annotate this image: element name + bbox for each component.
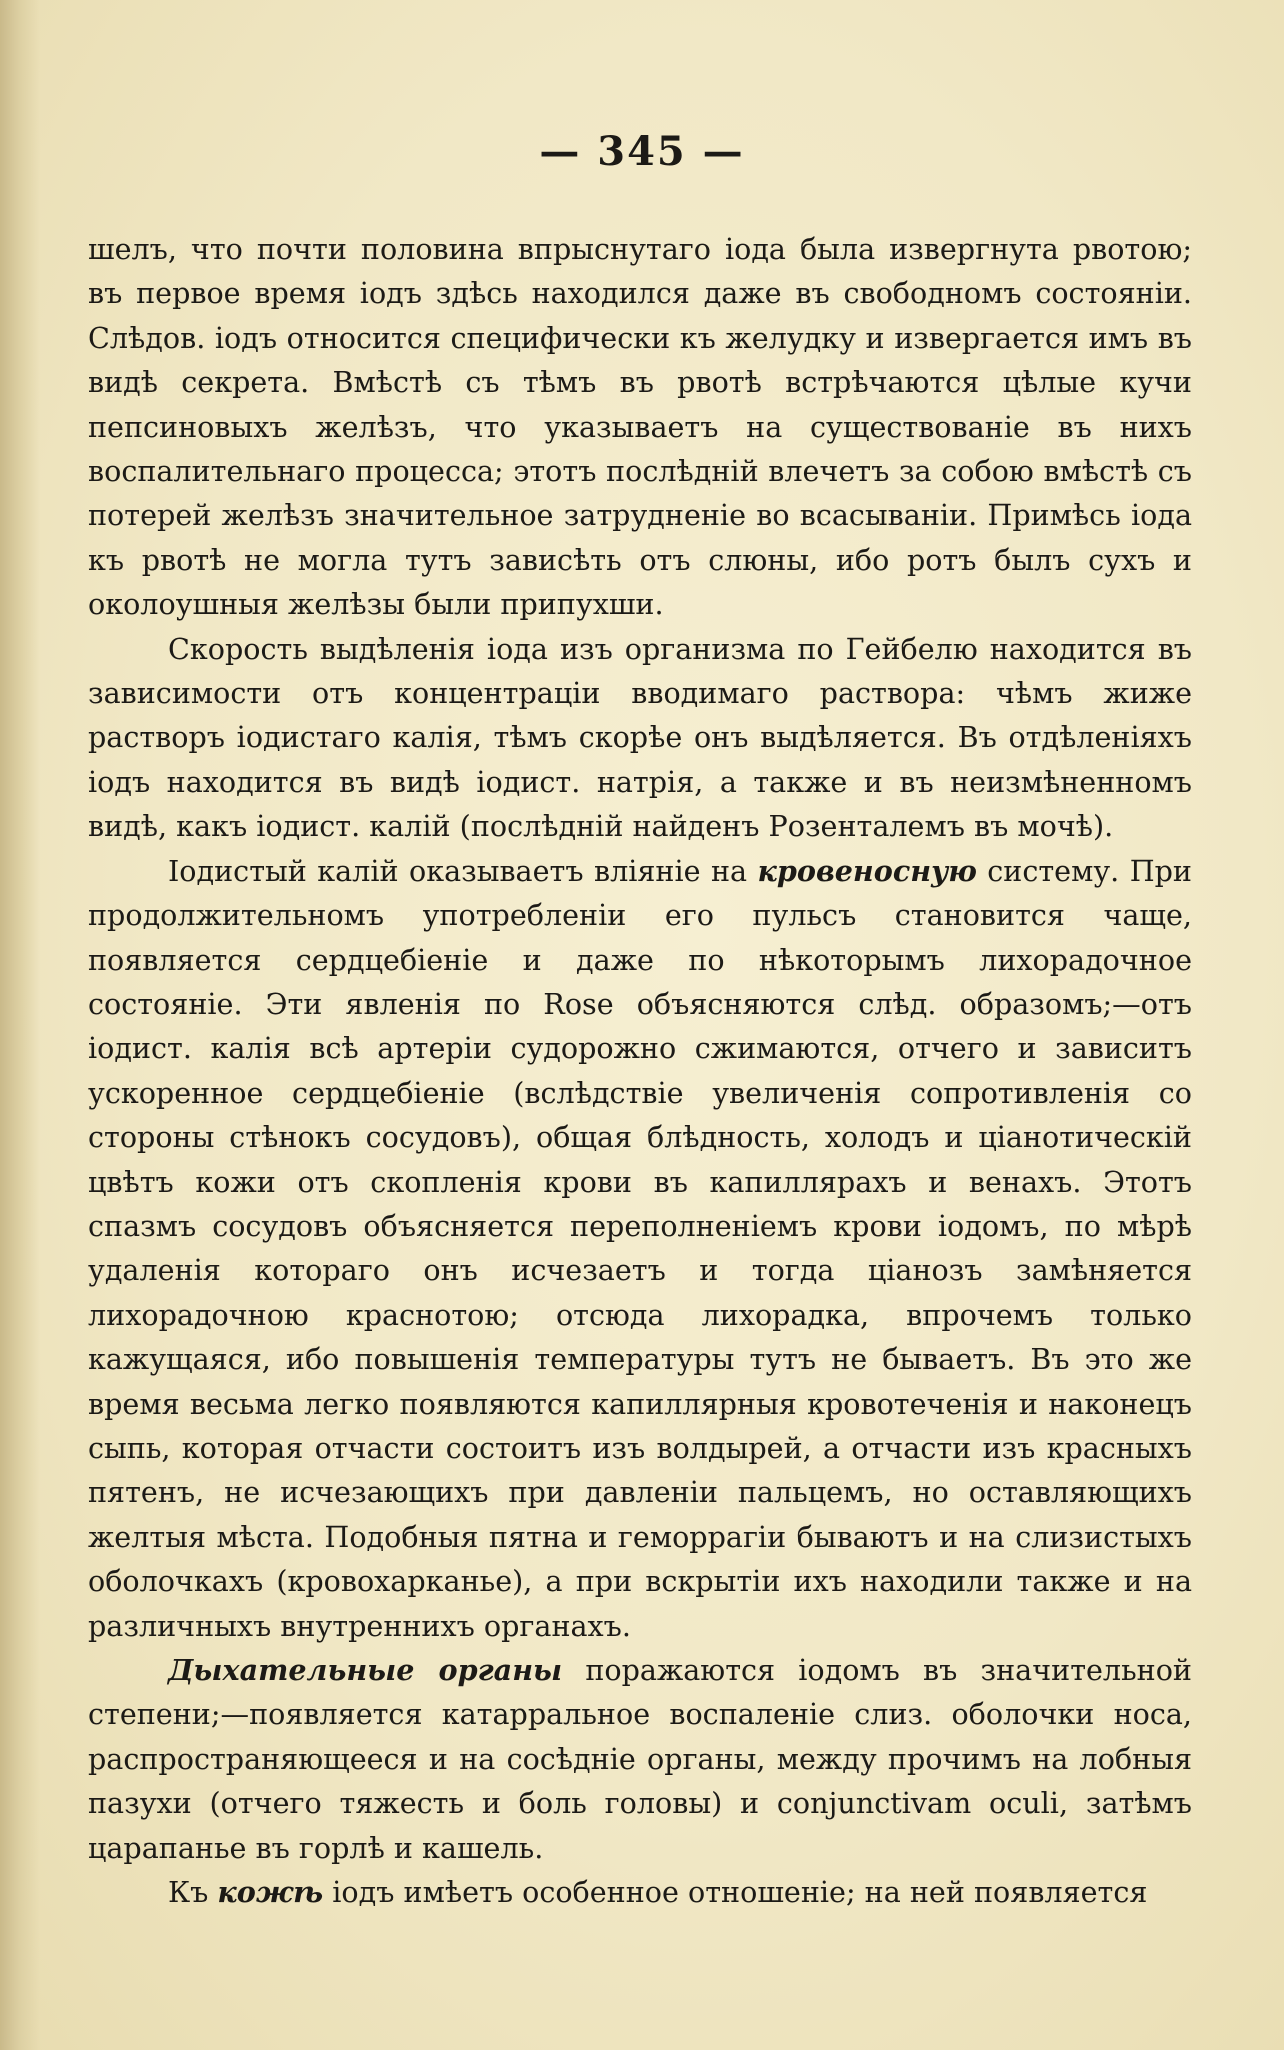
page-gutter-shadow (0, 0, 40, 2050)
body-text (88, 227, 1192, 1914)
emphasized-term: кожѣ (217, 1875, 324, 1910)
paragraph-text: іодъ имѣетъ особенное отношеніе; на ней появляется (323, 1875, 1148, 1910)
paragraph (88, 1870, 1192, 1914)
paragraph (88, 627, 1192, 849)
paragraph-text: Скорость выдѣленія іода изъ организма по Гейбелю находится въ зависимости отъ концентраціи вводимаго раствора: чѣмъ жиже растворъ іодистаго калія, тѣмъ скорѣе онъ выдѣляется. Въ отдѣленіяхъ іодъ находится въ видѣ іодист. натрія, а также и въ неизмѣненномъ видѣ, какъ іодист. калій (послѣдній найденъ Розенталемъ въ мочѣ). (88, 631, 1192, 844)
page-number: — 345 — (539, 128, 745, 175)
paragraph-text: шелъ, что почти половина впрыснутаго іода была извергнута рвотою; въ первое время іодъ здѣсь находился даже въ свободномъ состояніи. Слѣдов. іодъ относится специфически къ желудку и извергается имъ въ видѣ секрета. Вмѣстѣ съ тѣмъ въ рвотѣ встрѣчаются цѣлые кучи пепсиновыхъ желѣзъ, что указываетъ на существованіе въ нихъ воспалительнаго процесса; этотъ послѣдній влечетъ за собою вмѣстѣ съ потерей желѣзъ значительное затрудненіе во всасываніи. Примѣсь іода къ рвотѣ не могла тутъ зависѣть отъ слюны, ибо ротъ былъ сухъ и околоушныя желѣзы были припухши. (88, 232, 1192, 622)
paragraph (88, 849, 1192, 1648)
paragraph-text: систему. При продолжительномъ употребленіи его пульсъ становится чаще, появляется сердцебіеніе и даже по нѣкоторымъ лихорадочное состояніе. Эти явленія по Rose объясняются слѣд. образомъ;—отъ іодист. калія всѣ артеріи судорожно сжимаются, отчего и зависитъ ускоренное сердцебіеніе (вслѣдствіе увеличенія сопротивленія со стороны стѣнокъ сосудовъ), общая блѣдность, холодъ и ціанотическій цвѣтъ кожи отъ скопленія крови въ капиллярахъ и венахъ. Этотъ спазмъ сосудовъ объясняется переполненіемъ крови іодомъ, по мѣрѣ удаленія котораго онъ исчезаетъ и тогда ціанозъ замѣняется лихорадочною краснотою; отсюда лихорадка, впрочемъ только кажущаяся, ибо повышенія температуры тутъ не бываетъ. Въ это же время весьма легко появляются капиллярныя кровотеченія и наконецъ сыпь, которая отчасти состоитъ изъ волдырей, а отчасти изъ красныхъ пятенъ, не исчезающихъ при давленіи пальцемъ, но оставляющихъ желтыя мѣста. Подобныя пятна и геморрагіи бываютъ и на слизистыхъ оболочкахъ (кровохарканье), а при вскрытіи ихъ находили также и на различныхъ внутреннихъ органахъ. (88, 853, 1192, 1643)
paragraph (88, 1648, 1192, 1870)
paragraph-text: Къ (168, 1875, 218, 1910)
paragraph-text: Іодистый калій оказываетъ вліяніе на (168, 853, 758, 888)
paragraph-text: поражаются іодомъ въ значительной степени;—появляется катарральное воспаленіе слиз. оболочки носа, распространяющееся и на сосѣдніе органы, между прочимъ на лобныя пазухи (отчего тяжесть и боль головы) и conjunctivam oculi, затѣмъ царапанье въ горлѣ и кашель. (88, 1653, 1192, 1865)
emphasized-term: Дыхательные органы (168, 1653, 563, 1687)
emphasized-term: кровеносную (757, 853, 977, 888)
paragraph (88, 227, 1192, 627)
